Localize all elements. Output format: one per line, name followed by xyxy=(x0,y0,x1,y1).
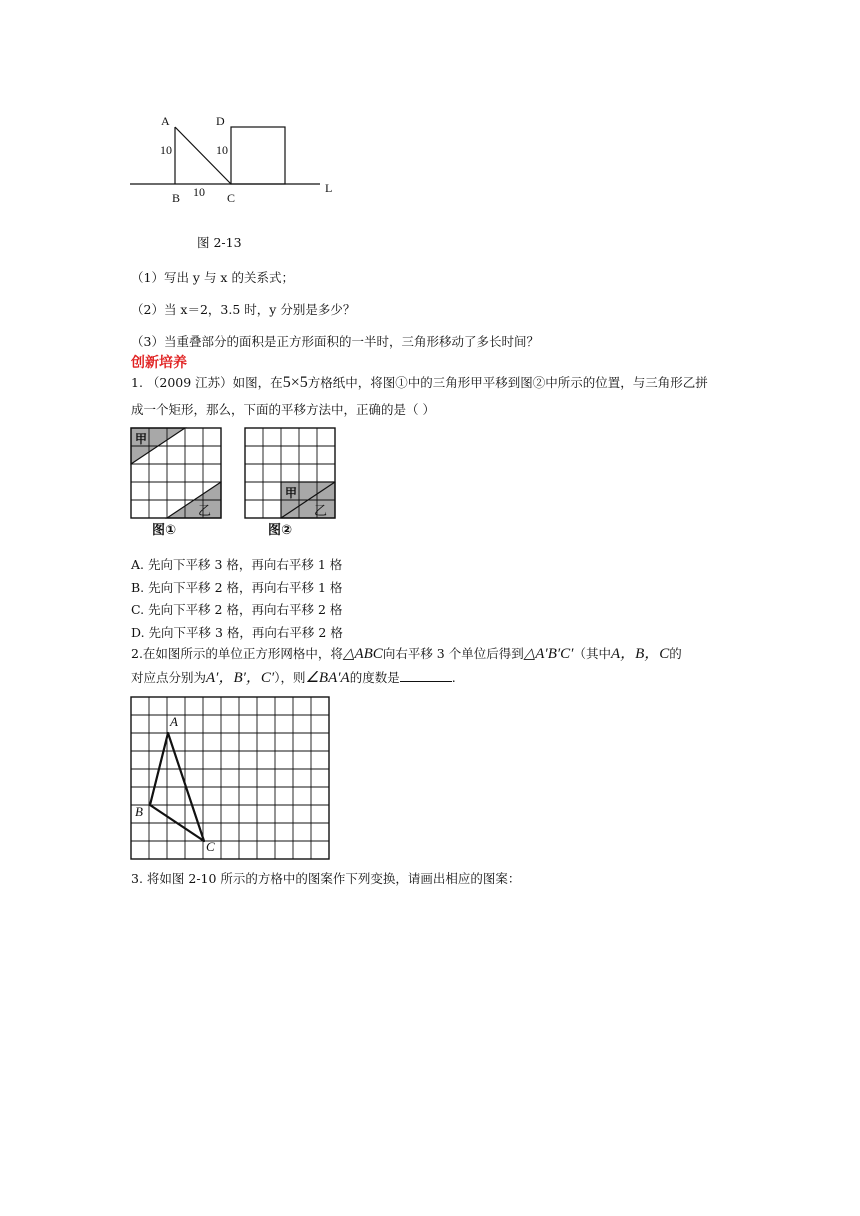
label-b: B xyxy=(172,191,181,205)
problem-2-text-c: （其中 xyxy=(573,646,611,661)
label-l: L xyxy=(325,181,333,195)
label-yi-1: 乙 xyxy=(198,504,212,519)
label-d: D xyxy=(216,114,225,128)
label-jia-2: 甲 xyxy=(285,486,298,500)
vertex-label-b: B xyxy=(135,804,143,819)
points-abc-prime: A′，B′，C′ xyxy=(206,670,275,686)
triangle-abc-prime: △A′B′C′ xyxy=(523,646,574,662)
question-1: （1）写出 y 与 x 的关系式； xyxy=(131,270,294,285)
fig2-caption: 图② xyxy=(268,523,293,538)
grid-figure-abc xyxy=(131,697,329,859)
problem-2-period: . xyxy=(451,670,456,685)
label-bc-length: 10 xyxy=(193,185,205,199)
points-abc: A，B，C xyxy=(610,646,670,662)
problem-1-math: 5×5 xyxy=(282,374,308,391)
problem-1-line-2: 成一个矩形，那么，下面的平移方法中，正确的是（ ） xyxy=(131,402,435,417)
label-dc-length: 10 xyxy=(216,143,228,157)
vertex-label-a: A xyxy=(170,714,178,729)
question-2: （2）当 x＝2，3.5 时，y 分别是多少？ xyxy=(131,302,356,317)
square-dc xyxy=(231,127,285,184)
problem-2-line-2 xyxy=(131,669,456,686)
label-yi-2: 乙 xyxy=(314,504,328,519)
option-a: A. 先向下平移 3 格，再向右平移 1 格 xyxy=(131,557,343,572)
label-jia-1: 甲 xyxy=(135,432,148,446)
section-heading: 创新培养 xyxy=(131,355,187,371)
triangle-abc: △ABC xyxy=(342,646,383,662)
problem-1-text-a: 1. （2009 江苏）如图，在 xyxy=(131,375,283,390)
fig1-caption: 图① xyxy=(152,523,177,538)
label-a: A xyxy=(161,114,170,128)
label-ab-length: 10 xyxy=(160,143,172,157)
option-d: D. 先向下平移 3 格，再向右平移 2 格 xyxy=(131,625,343,640)
answer-blank[interactable] xyxy=(400,669,452,682)
vertex-label-c: C xyxy=(206,839,215,854)
problem-2-line-1 xyxy=(131,646,682,662)
figure-2-13 xyxy=(125,112,355,212)
question-3: （3）当重叠部分的面积是正方形面积的一半时，三角形移动了多长时间？ xyxy=(131,334,539,349)
problem-1-line-1 xyxy=(131,375,708,391)
figure-caption-2-13: 图 2-13 xyxy=(197,235,242,250)
problem-2-text-d: 的 xyxy=(669,646,682,661)
problem-2-text-g: 的度数是 xyxy=(349,670,400,685)
option-b: B. 先向下平移 2 格，再向右平移 1 格 xyxy=(131,580,343,595)
angle-ba-prime-a: ∠BA′A xyxy=(305,670,350,686)
problem-2-text-b: 向右平移 3 个单位后得到 xyxy=(382,646,524,661)
problem-1-text-b: 方格纸中，将图①中的三角形甲平移到图②中所示的位置，与三角形乙拼 xyxy=(307,375,708,390)
problem-3: 3. 将如图 2-10 所示的方格中的图案作下列变换，请画出相应的图案： xyxy=(131,871,521,886)
option-c: C. 先向下平移 2 格，再向右平移 2 格 xyxy=(131,602,343,617)
problem-2-text-e: 对应点分别为 xyxy=(131,670,207,685)
problem-2-text-a: 2.在如图所示的单位正方形网格中，将 xyxy=(131,646,343,661)
label-c: C xyxy=(227,191,236,205)
problem-2-text-f: ），则 xyxy=(274,670,306,685)
